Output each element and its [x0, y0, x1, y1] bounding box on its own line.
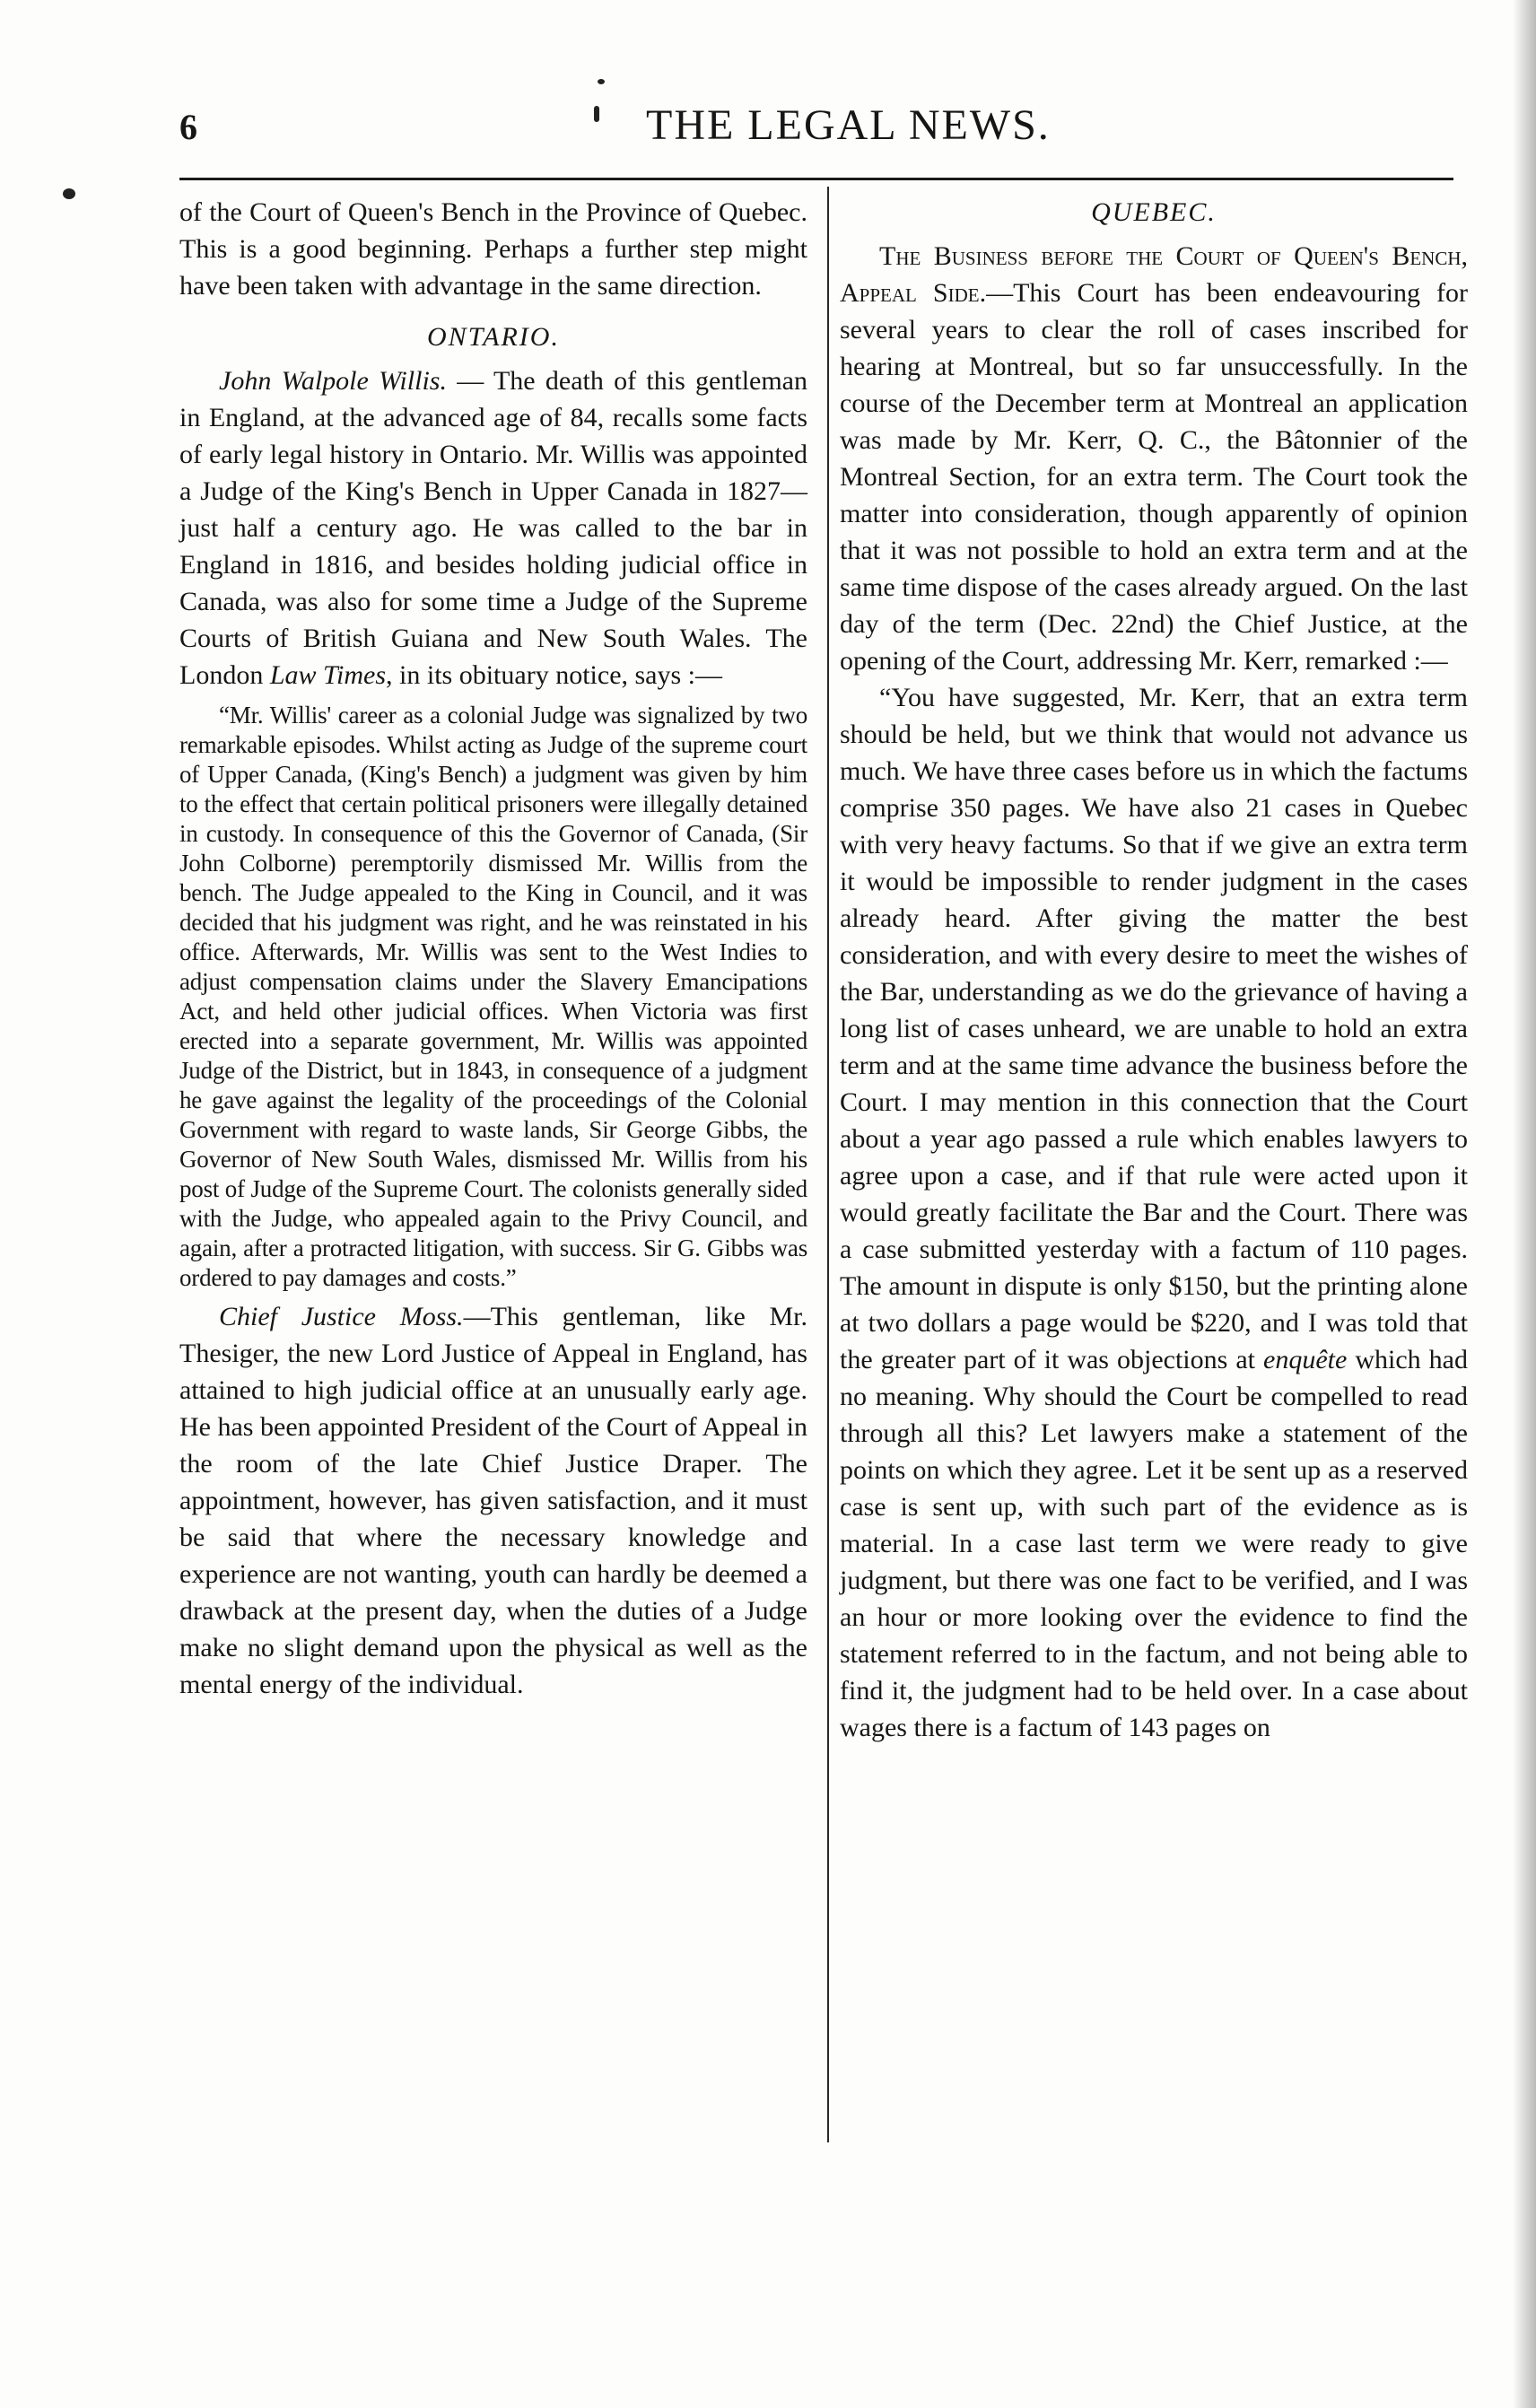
- business-text: —This Court has been endeavouring for several years to clear the roll of cases inscribed for hearing at Montreal, but so far unsuccessfully. In the course of the December term at Montreal an application was made by Mr. Kerr, Q. C., the Bâtonnier of the Montreal Section, for an extra term. The Court took the matter into consideration, though apparently of opinion that it was not possible to hold an extra term and at the same time dispose of the cases already argued. On the last day of the term (Dec. 22nd) the Chief Justice, at the opening of the Court, addressing Mr. Kerr, remarked :—: [840, 278, 1469, 676]
- moss-lead: Chief Justice Moss.: [219, 1302, 464, 1331]
- obituary-quote: “Mr. Willis' career as a colonial Judge was signalized by two remarkable episodes. Whilst acting as Judge of the supreme court of Upper Canada, (King's Bench) a judgment was given by him to the effect that certain political prisoners were illegally detained in custody. In consequence of this the Governor of Canada, (Sir John Colborne) peremptorily dismissed Mr. Willis from the bench. The Judge appealed to the King in Council, and it was decided that his judgment was right, and he was reinstated in his office. Afterwards, Mr. Willis was sent to the West Indies to adjust compensation claims under the Slavery Emancipations Act, and held other judicial offices. When Victoria was first erected into a separate government, Mr. Willis was appointed Judge of the District, but in 1843, in consequence of a judgment he gave against the legality of the proceedings of the Colonial Government with regard to waste lands, Sir George Gibbs, the Governor of New South Wales, dismissed Mr. Willis from his post of Judge of the Supreme Court. The colonists generally sided with the Judge, who appealed again to the Privy Council, and again, after a protracted litigation, with success. Sir G. Gibbs was ordered to pay damages and costs.”: [179, 702, 807, 1291]
- willis-paragraph: [179, 362, 807, 694]
- ink-speck: [594, 106, 599, 122]
- moss-text: —This gentleman, like Mr. Thesiger, the new Lord Justice of Appeal in England, has attained to high judicial office at an unusually early age. He has been appointed President of the Court of Appeal in the room of the late Chief Justice Draper. The appointment, however, has given satisfaction, and it must be said that where the necessary knowledge and experience are not wanting, youth can hardly be deemed a drawback at the present day, when the duties of a Judge make no slight demand upon the physical as well as the mental energy of the individual.: [179, 1302, 807, 1699]
- page-number: 6: [179, 107, 197, 147]
- moss-paragraph: [179, 1298, 807, 1703]
- right-column: [840, 194, 1468, 1746]
- header-rule: [179, 178, 1453, 180]
- willis-lead: John Walpole Willis.: [219, 366, 447, 396]
- publication-title: THE LEGAL NEWS.: [646, 101, 1051, 149]
- willis-tail: , in its obituary notice, says :—: [386, 660, 723, 690]
- business-paragraph: [840, 238, 1468, 679]
- ink-speck: [598, 79, 605, 84]
- left-column: [179, 194, 807, 1703]
- law-times-title: Law Times: [269, 660, 387, 690]
- page-edge-shadow: [1513, 0, 1536, 2408]
- speech-part-a: “You have suggested, Mr. Kerr, that an extra term should be held, but we think that would not advance us much. We have three cases before us in which the factums comprise 350 pages. We have also 21 cases in Quebec with very heavy factums. So that if we give an extra term it would be impossible to render judgment in the cases already heard. After giving the matter the best consideration, and with every desire to meet the wishes of the Bar, understanding as we do the grievance of having a long list of cases unheard, we are unable to hold an extra term and at the same time advance the business before the Court. I may mention in this connection that the Court about a year ago passed a rule which enables lawyers to agree upon a case, and if that rule were acted upon it would greatly facilitate the Bar and the Court. There was a case submitted yesterday with a factum of 110 pages. The amount in dispute is only $150, but the printing alone at two dollars a page would be $220, and I was told that the greater part of it was objections at: [840, 683, 1468, 1374]
- speech-part-b: which had no meaning. Why should the Court be compelled to read through all this? Let lawyers make a statement of the points on which they agree. Let it be sent up as a reserved case is sent up, with such part of the evidence as is material. In a case last term we were ready to give judgment, but there was one fact to be verified, and I was an hour or more looking over the evidence to find the statement referred to in the factum, and not being able to find it, the judgment had to be held over. In a case about wages there is a factum of 143 pages on: [840, 1345, 1468, 1742]
- enquete-term: enquête: [1263, 1345, 1348, 1374]
- willis-text: — The death of this gentleman in England, at the advanced age of 84, recalls some facts of early legal history in Ontario. Mr. Willis was appointed a Judge of the King's Bench in Upper Canada in 1827—just half a century ago. He was called to the bar in England in 1816, and besides holding judicial office in Canada, was also for some time a Judge of the Supreme Courts of British Guiana and New South Wales. The London: [179, 366, 807, 690]
- intro-paragraph: of the Court of Queen's Bench in the Province of Quebec. This is a good beginning. Perhaps a further step might have been taken with advantage in the same direction.: [179, 197, 807, 301]
- business-lead: The Business before the Court of Queen's Bench, Appeal Side.: [840, 241, 1468, 308]
- ink-speck: [63, 188, 75, 199]
- section-heading-ontario: ONTARIO.: [427, 322, 560, 352]
- section-heading-quebec: QUEBEC.: [1091, 197, 1217, 227]
- column-divider: [827, 187, 829, 2142]
- chief-justice-remarks: [840, 679, 1468, 1746]
